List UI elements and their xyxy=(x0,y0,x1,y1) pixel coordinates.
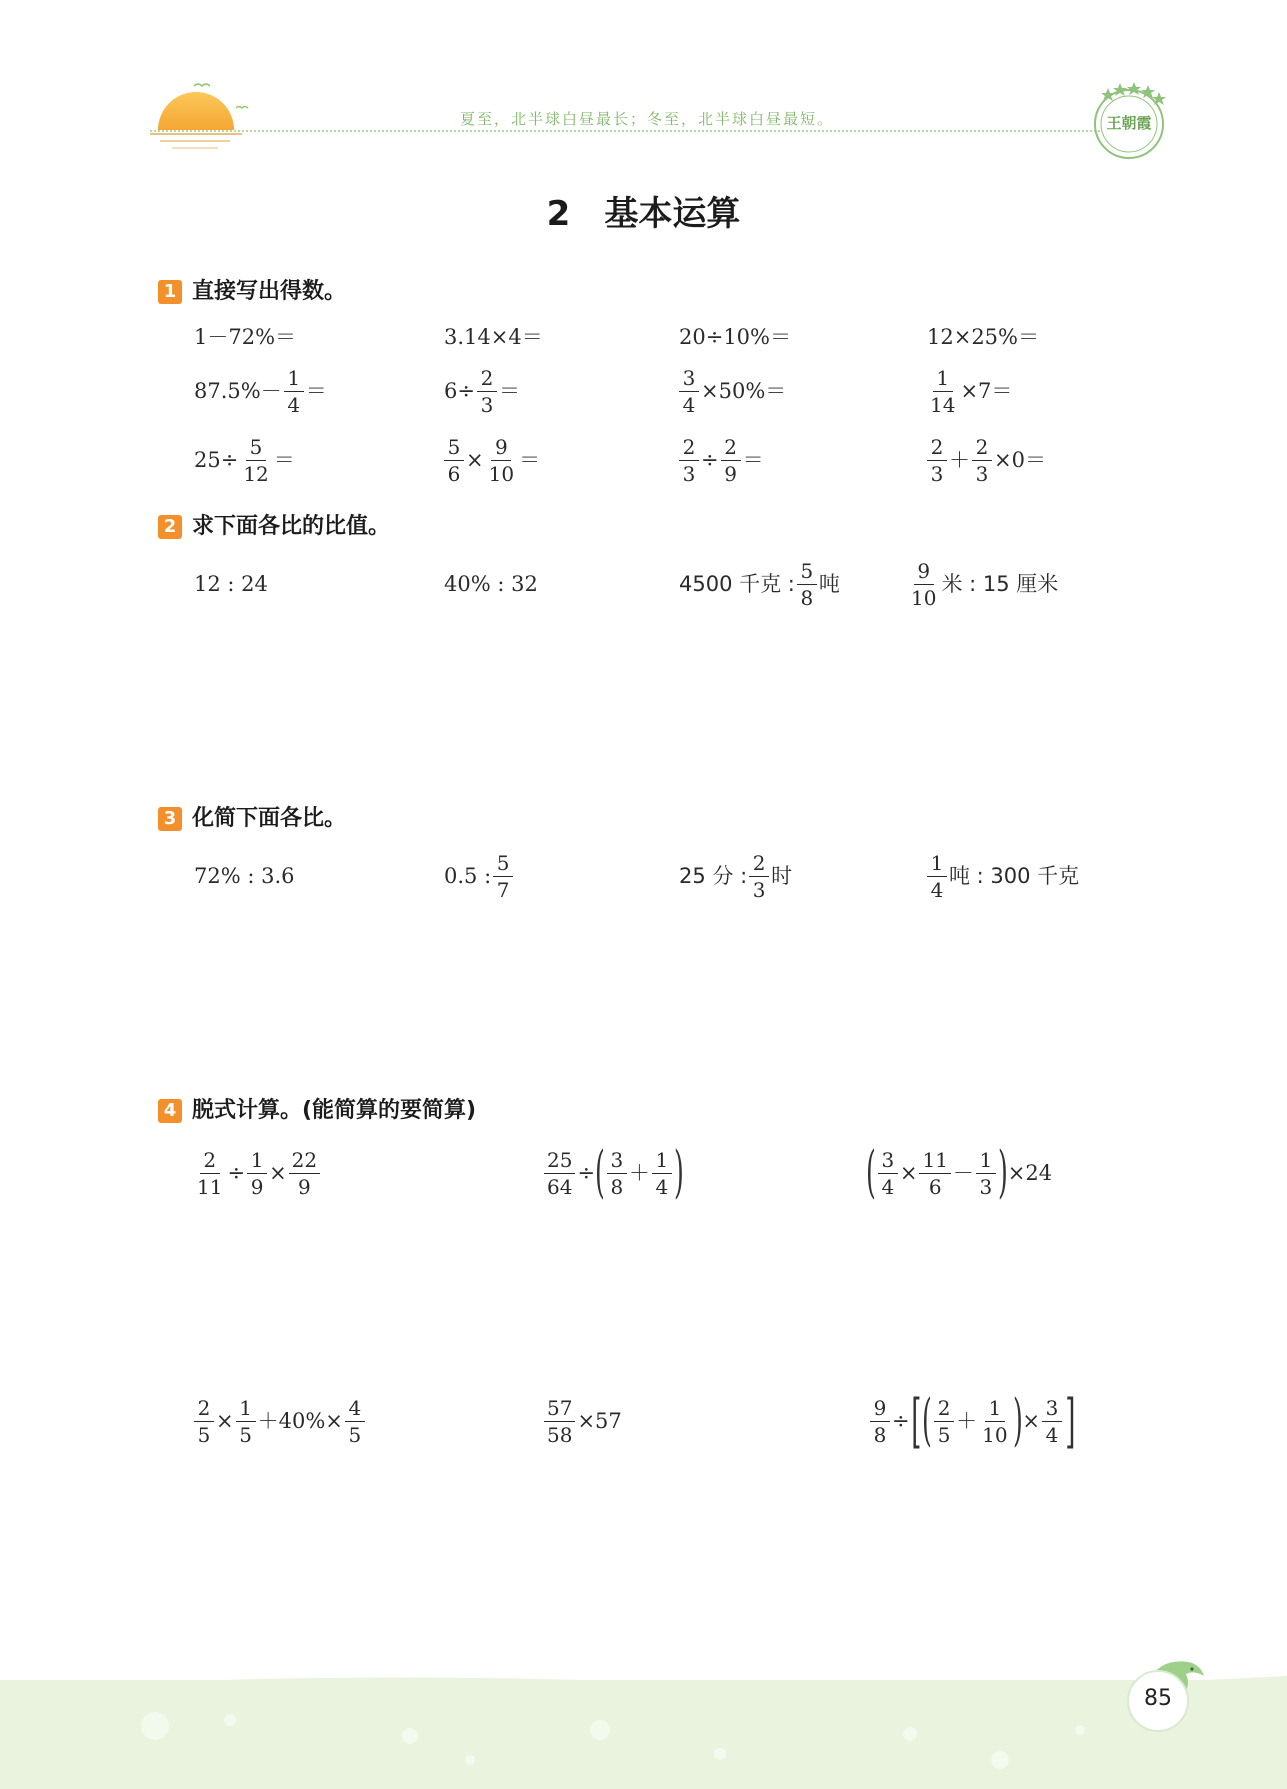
fraction: $\frac{2}{3}$ xyxy=(972,437,992,484)
section-1-badge: 1 xyxy=(158,280,182,304)
fraction: $\frac{3}{4}$ xyxy=(679,368,699,415)
fraction: $\frac{2}{3}$ xyxy=(679,437,699,484)
section-1-heading xyxy=(158,279,346,305)
fraction: 1 4 xyxy=(927,853,947,900)
fraction: $\frac{5}{6}$ xyxy=(444,437,464,484)
fraction: 2 3 xyxy=(927,437,947,484)
s2-a: 12 : 24 xyxy=(194,571,268,596)
seal-text: 王朝霞 xyxy=(1106,114,1152,132)
s4-expression-3: ( $\frac{3}{4}$ × $\frac{11}{6}$ － 1 3 ) ×24 xyxy=(866,1140,1053,1205)
fraction: $\frac{2}{9}$ xyxy=(721,437,741,484)
page-title xyxy=(0,186,1287,235)
s1-r1-b: 3.14×4＝ xyxy=(444,324,543,349)
fraction: $\frac{11}{6}$ xyxy=(919,1150,950,1197)
header-divider xyxy=(150,130,1100,132)
fraction: $\frac{9}{10}$ xyxy=(488,434,515,486)
s1-r3-d: 2 3 ＋ $\frac{2}{3}$ ×0＝ xyxy=(925,431,1046,489)
s4-expression-1: $\frac{2}{11}$ ÷ $\frac{1}{9}$ × $\frac{22}{9}$ xyxy=(192,1143,322,1203)
section-4-heading xyxy=(158,1098,476,1124)
fraction: $\frac{1}{14}$ xyxy=(930,365,956,417)
section-4-title: 脱式计算。(能简算的要简算) xyxy=(192,1098,477,1123)
section-2-title: 求下面各比的比值。 xyxy=(192,514,391,539)
s1-r3-a: 25÷ $\frac{5}{12}$ ＝ xyxy=(194,434,295,486)
fraction: $\frac{3}{4}$ xyxy=(878,1150,898,1197)
fraction: 1 10 xyxy=(982,1395,1008,1447)
fraction: $\frac{25}{64}$ xyxy=(544,1150,575,1197)
s1-r3-c: $\frac{2}{3}$ ÷ $\frac{2}{9}$ ＝ xyxy=(677,431,764,489)
fraction: 5 7 xyxy=(493,853,513,900)
fraction: 1 4 xyxy=(284,368,304,415)
section-3-title: 化简下面各比。 xyxy=(192,806,347,831)
fraction: $\frac{3}{4}$ xyxy=(1042,1398,1062,1445)
fraction: 1 4 xyxy=(652,1150,672,1197)
s4-expression-2: $\frac{25}{64}$ ÷ ( 3 8 ＋ 1 4 ) xyxy=(542,1143,684,1203)
fraction: $\frac{57}{58}$ xyxy=(544,1398,575,1445)
fraction: 2 3 xyxy=(749,853,769,900)
s1-r1-a: 1－72%＝ xyxy=(194,324,297,349)
s1-r2-b: 6÷ $\frac{2}{3}$ ＝ xyxy=(444,365,520,417)
fraction: 5 8 xyxy=(797,561,817,608)
s1-r3-b: $\frac{5}{6}$ × $\frac{9}{10}$ ＝ xyxy=(442,431,540,489)
s1-r1-c: 20÷10%＝ xyxy=(679,324,791,349)
section-1-title: 直接写出得数。 xyxy=(192,279,347,304)
s1-r2-c: $\frac{3}{4}$ ×50%＝ xyxy=(677,362,786,420)
s3-a: 72% : 3.6 xyxy=(194,863,295,888)
s1-r2-a: 87.5%－ 1 4 ＝ xyxy=(194,365,327,417)
section-3-badge: 3 xyxy=(158,807,182,831)
s3-d: 1 4 吨 : 300 千克 xyxy=(925,847,1079,905)
fraction: $\frac{4}{5}$ xyxy=(345,1398,365,1445)
s1-r2-d: $\frac{1}{14}$ ×7＝ xyxy=(925,362,1012,420)
fraction: $\frac{1}{9}$ xyxy=(247,1150,267,1197)
page-number: 85 xyxy=(1144,1686,1172,1711)
header-motto: 夏至，北半球白昼最长；冬至，北半球白昼最短。 xyxy=(460,110,835,128)
fraction: $\frac{1}{5}$ xyxy=(236,1398,256,1445)
s4-expression-6: $\frac{9}{8}$ ÷ [ ( 2 5 ＋ 1 10 ) × $\frac{3}{4}$ ] xyxy=(868,1391,1077,1451)
chapter-title-text: 基本运算 xyxy=(604,194,741,234)
sun-logo-icon xyxy=(150,78,260,153)
fraction: 1 3 xyxy=(976,1150,996,1197)
s1-r1-d: 12×25%＝ xyxy=(927,324,1039,349)
s2-c: 4500 千克 : 5 8 吨 xyxy=(679,558,840,610)
fraction: $\frac{2}{11}$ xyxy=(197,1147,223,1199)
section-2-badge: 2 xyxy=(158,515,182,539)
fraction: 2 5 xyxy=(934,1398,954,1445)
s2-d: 9 10 米 : 15 厘米 xyxy=(906,555,1058,613)
section-3-heading xyxy=(158,806,346,832)
s3-c: 25 分 : 2 3 时 xyxy=(679,850,793,902)
fraction: $\frac{22}{9}$ xyxy=(289,1150,320,1197)
fraction: $\frac{2}{5}$ xyxy=(194,1398,214,1445)
s4-expression-4: $\frac{2}{5}$ × $\frac{1}{5}$ ＋40%× $\frac{4}{5}$ xyxy=(192,1391,367,1451)
s4-expression-5: $\frac{57}{58}$ ×57 xyxy=(542,1391,622,1451)
footer-dots-decoration xyxy=(0,1690,1287,1789)
fraction: $\frac{2}{3}$ xyxy=(477,368,497,415)
section-2-heading xyxy=(158,514,390,540)
chapter-number: 2 xyxy=(546,194,571,234)
fraction: $\frac{9}{8}$ xyxy=(870,1398,890,1445)
fraction: $\frac{5}{12}$ xyxy=(243,434,269,486)
section-4-badge: 4 xyxy=(158,1099,182,1123)
s2-b: 40% : 32 xyxy=(444,571,538,596)
fraction: 3 8 xyxy=(607,1150,627,1197)
fraction: 9 10 xyxy=(911,558,937,610)
s3-b: 0.5 : 5 7 xyxy=(444,847,515,905)
